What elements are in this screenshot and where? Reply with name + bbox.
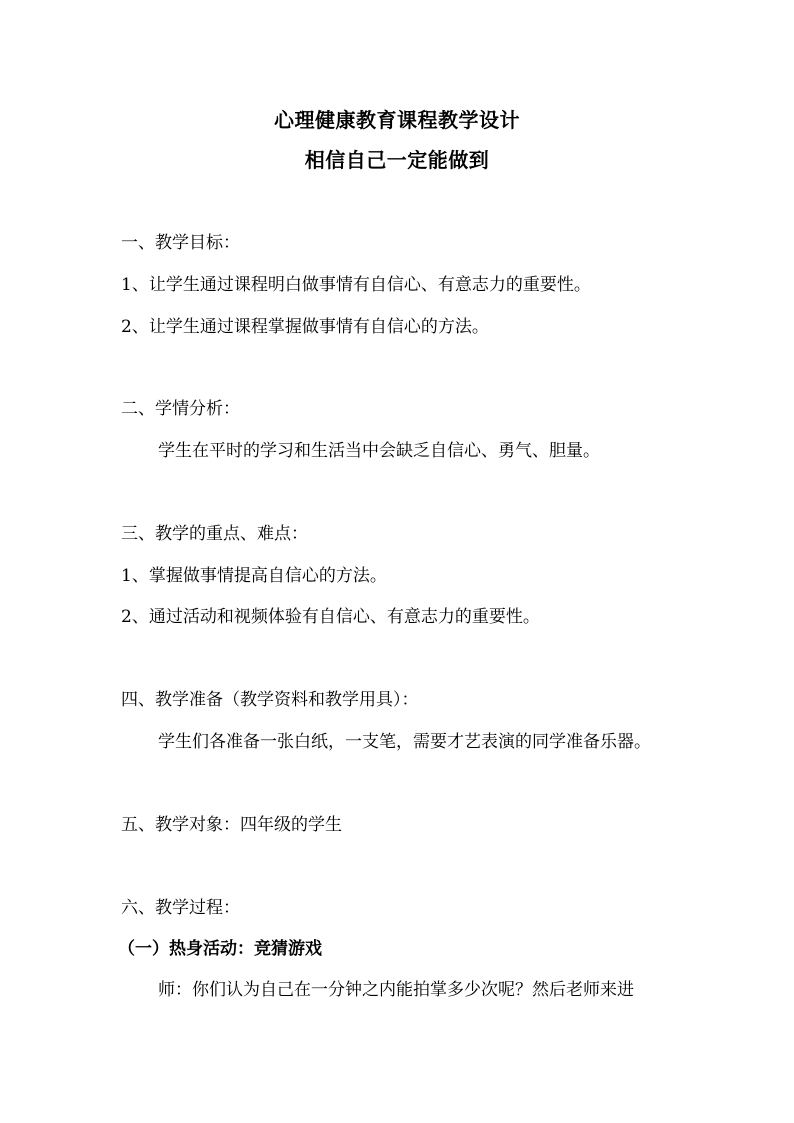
section-2-heading: 二、学情分析： [121,399,240,419]
section-6-subheading-1: （一）热身活动：竞猜游戏 [118,939,322,959]
section-5-heading: 五、教学对象：四年级的学生 [121,815,342,835]
section-6-text: 师：你们认为自己在一分钟之内能拍掌多少次呢？然后老师来进 [158,980,634,1000]
section-2-text: 学生在平时的学习和生活当中会缺乏自信心、勇气、胆量。 [158,441,600,461]
section-4-heading: 四、教学准备（教学资料和教学用具）： [121,690,419,710]
document-subtitle: 相信自己一定能做到 [304,148,490,172]
section-4-text: 学生们各准备一张白纸，一支笔，需要才艺表演的同学准备乐器。 [158,732,651,752]
section-3-item-1: 1、掌握做事情提高自信心的方法。 [121,566,387,586]
section-1-item-1: 1、让学生通过课程明白做事情有自信心、有意志力的重要性。 [121,275,591,295]
section-1-item-2: 2、让学生通过课程掌握做事情有自信心的方法。 [121,317,489,337]
section-1-heading: 一、教学目标： [121,233,240,253]
section-6-heading: 六、教学过程： [121,898,240,918]
document-title: 心理健康教育课程教学设计 [274,108,520,132]
section-3-item-2: 2、通过活动和视频体验有自信心、有意志力的重要性。 [121,607,540,627]
section-3-heading: 三、教学的重点、难点： [121,524,308,544]
